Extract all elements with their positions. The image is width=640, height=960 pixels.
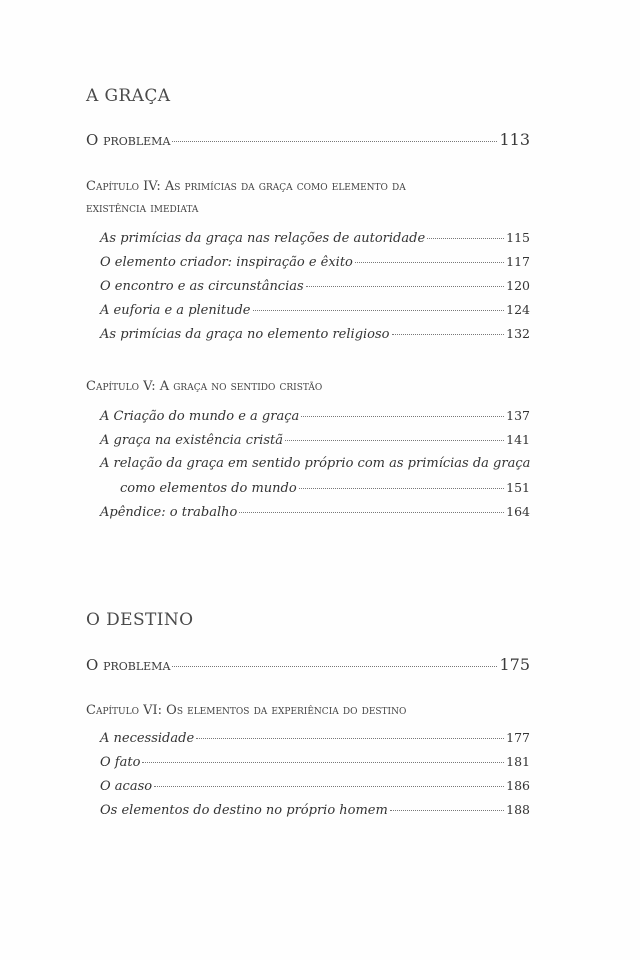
toc-label: Os elementos do destino no próprio homem: [100, 803, 388, 818]
leader-dots: [392, 334, 505, 335]
leader-dots: [154, 786, 504, 787]
toc-page-number: 188: [506, 802, 530, 817]
toc-entry[interactable]: [100, 754, 530, 770]
toc-page-number: 120: [506, 278, 530, 293]
leader-dots: [239, 512, 504, 513]
toc-page-number: 115: [506, 230, 530, 245]
chapter-title: Capítulo VI: Os elementos da experiência do destino: [86, 703, 407, 718]
toc-page-number: 151: [506, 480, 530, 495]
toc-page-number: 113: [499, 130, 530, 149]
toc-page-number: 117: [506, 254, 530, 269]
toc-page-number: 124: [506, 302, 530, 317]
chapter-title: [86, 176, 530, 220]
toc-page-number: 186: [506, 778, 530, 793]
toc-problem-row[interactable]: [86, 655, 530, 674]
toc-page-number: 132: [506, 326, 530, 341]
toc-label: como elementos do mundo: [120, 481, 297, 496]
toc-entry[interactable]: [100, 278, 530, 294]
toc-page-number: 181: [506, 754, 530, 769]
leader-dots: [390, 810, 504, 811]
toc-entry[interactable]: [120, 480, 530, 496]
toc-label: O encontro e as circunstâncias: [100, 279, 304, 294]
toc-label: As primícias da graça nas relações de autoridade: [100, 231, 426, 246]
leader-dots: [285, 440, 504, 441]
leader-dots: [299, 488, 504, 489]
leader-dots: [301, 416, 504, 417]
toc-label: O problema: [86, 131, 171, 149]
toc-label: A euforia e a plenitude: [100, 303, 251, 318]
leader-dots: [172, 141, 497, 142]
toc-page-number: 137: [506, 408, 530, 423]
toc-problem-row[interactable]: [86, 130, 530, 149]
toc-label: O fato: [100, 755, 141, 770]
toc-label: As primícias da graça no elemento religioso: [100, 327, 390, 342]
toc-entry[interactable]: [100, 230, 530, 246]
toc-page-number: 141: [506, 432, 530, 447]
toc-label: A graça na existência cristã: [100, 433, 283, 448]
toc-entry[interactable]: [100, 326, 530, 342]
toc-page-number: 177: [506, 730, 530, 745]
leader-dots: [142, 762, 504, 763]
leader-dots: [306, 286, 504, 287]
chapter-title-line: Capítulo IV: As primícias da graça como elemento da: [86, 179, 406, 194]
toc-label: A necessidade: [100, 731, 195, 746]
leader-dots: [355, 262, 504, 263]
chapter-title: Capítulo V: A graça no sentido cristão: [86, 379, 323, 394]
toc-entry[interactable]: [100, 254, 530, 270]
chapter-title-line: existência imediata: [86, 201, 199, 216]
toc-entry-first-line[interactable]: A relação da graça em sentido próprio com as primícias da graça: [100, 456, 531, 471]
toc-label: O elemento criador: inspiração e êxito: [100, 255, 353, 270]
toc-entry[interactable]: [100, 802, 530, 818]
leader-dots: [427, 238, 504, 239]
toc-entry[interactable]: [100, 778, 530, 794]
leader-dots: [172, 666, 497, 667]
toc-entry[interactable]: [100, 504, 530, 520]
toc-entry[interactable]: [100, 432, 530, 448]
leader-dots: [196, 738, 504, 739]
part-title: O DESTINO: [86, 610, 194, 630]
toc-page-number: 164: [506, 504, 530, 519]
leader-dots: [253, 310, 505, 311]
toc-entry[interactable]: [100, 730, 530, 746]
part-title: A GRAÇA: [86, 86, 171, 106]
toc-label: Apêndice: o trabalho: [100, 505, 238, 520]
toc-page-number: 175: [499, 655, 530, 674]
toc-entry[interactable]: [100, 408, 530, 424]
toc-label: A Criação do mundo e a graça: [100, 409, 300, 424]
toc-label: O acaso: [100, 779, 153, 794]
toc-label: O problema: [86, 656, 171, 674]
toc-entry[interactable]: [100, 302, 530, 318]
